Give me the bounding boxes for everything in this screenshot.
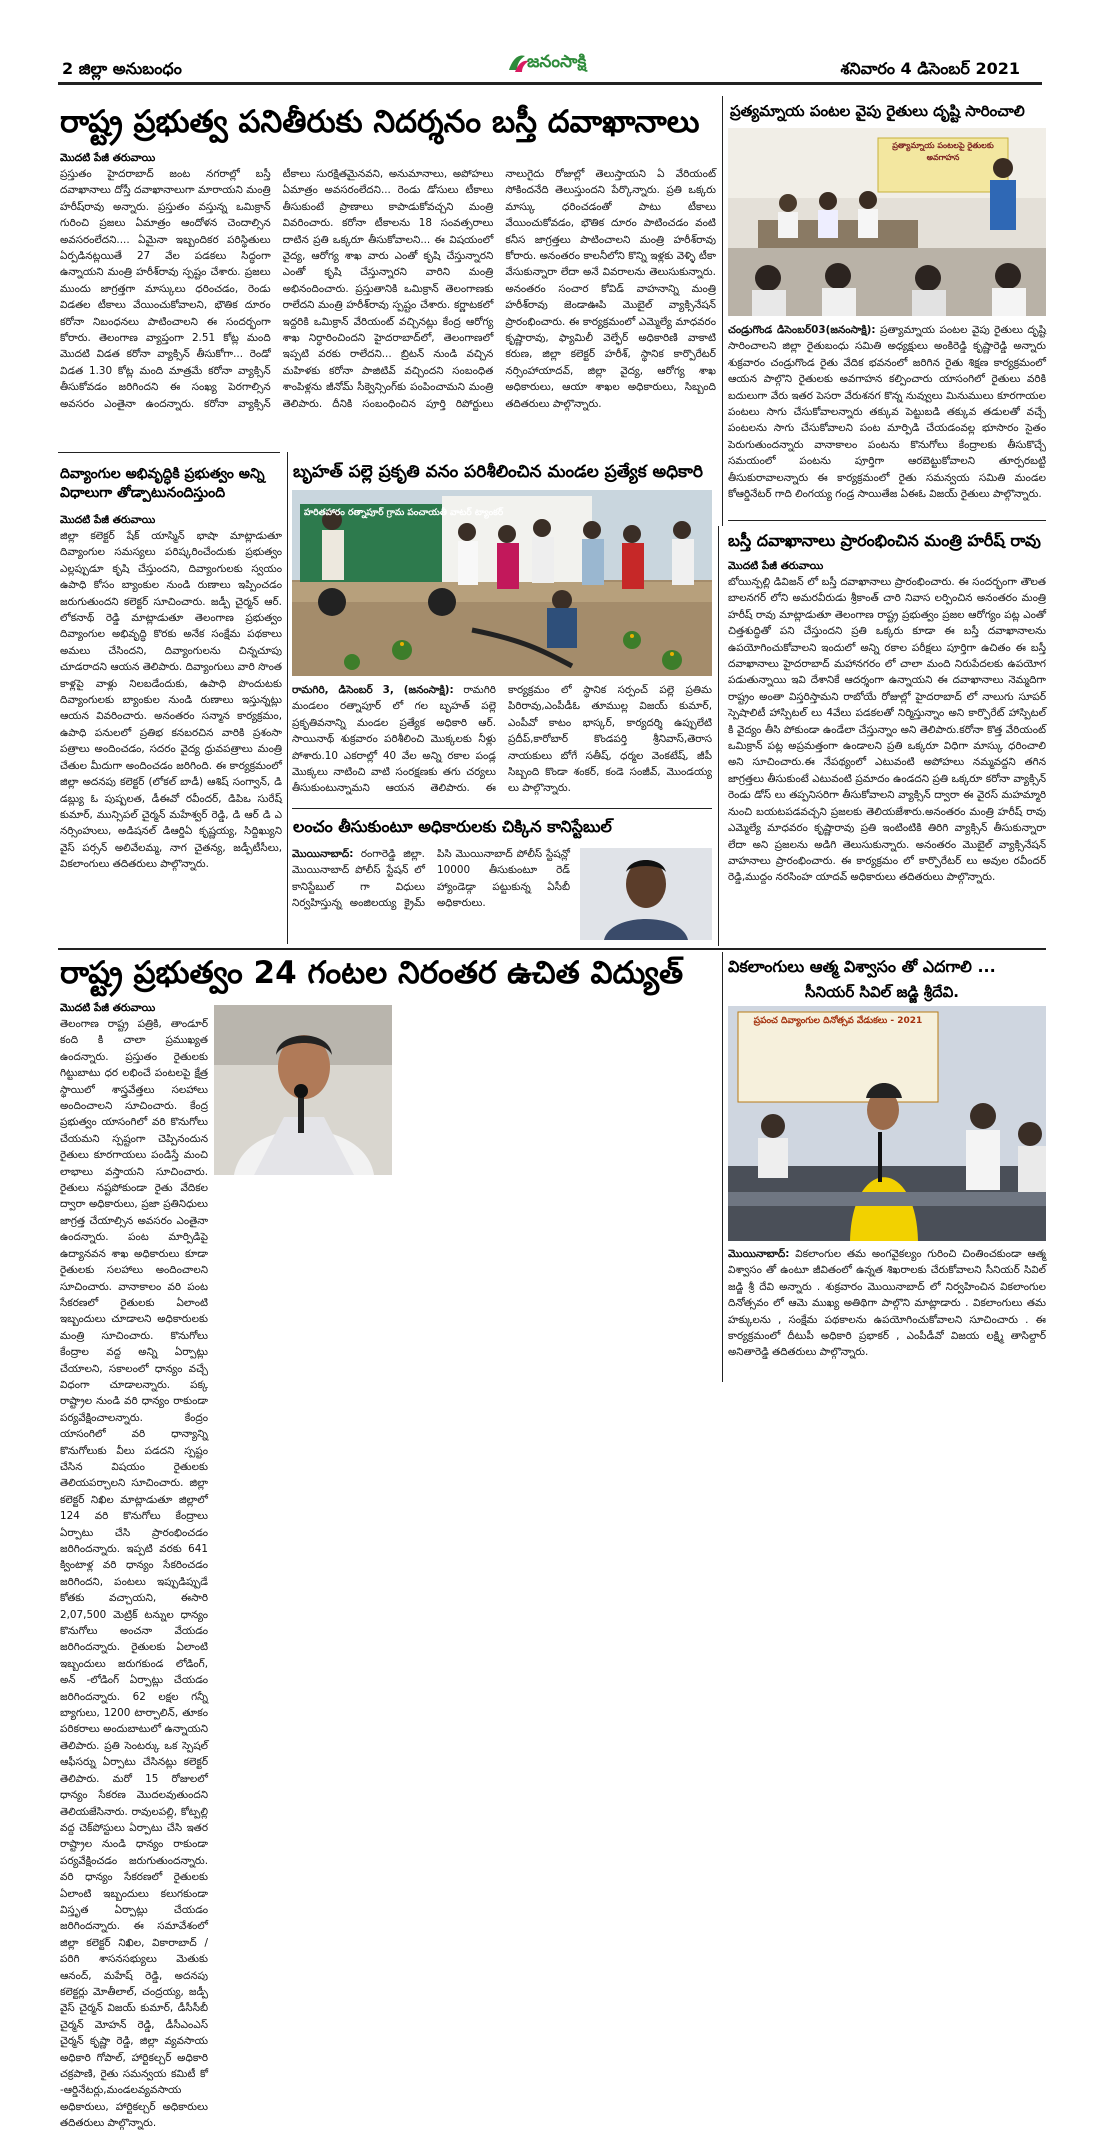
disabled-byline: మొదటి పేజీ తరువాయి: [60, 514, 156, 526]
crops-meeting-photo: [728, 128, 1046, 316]
forest-caption: [292, 682, 712, 802]
event-banner-text: ప్రపంచ దివ్యాంగుల దినోత్సవ వేడుకలు - 2021: [753, 1016, 923, 1026]
crops-caption-text: ప్రత్యామ్నాయ పంటల వైపు రైతులు దృష్టి సారించాలని జిల్లా రైతుబంధు సమితి అధ్యక్షులు అంకిరెడ్డి కృష్ణారెడ్డి అన్నారు శుక్రవారం చండ్రుగొండ రైతు వేదిక భవనంలో జరిగిన రైతు శిక్షణ కార్యక్రమంలో ఆయన పాల్గొని రైతులకు అవగాహన కల్పించారు యాసంగిలో రైతులు వరికి బదులుగా వేరు ఇతర పెసరా వేరుశనగ కొన్న నువ్వులు మినుములు కూరగాయల పంటలు సాగు చేసుకోవాలన్నారు తక్కువ పెట్టుబడి తక్కువ తడులతో వచ్చే పంటలను సాగు చేసుకోవాలని పంట మార్పిడి చేయడంవల్ల భూసారం సైతం పెరుగుతుందన్నారు వానాకాలం పంటను కొనుగోలు కేంద్రాలకు తీసుకొచ్చే సమయంలో పంటను పూర్తిగా ఆరబెట్టుకోవాలని తూర్పరబట్టి తీసుకురావాలన్నారు ఈ కార్యక్రమంలో రైతు సమన్వయ సమితి మండల కోఆర్డినేటర్ గాది లింగయ్య గండ్ర సాయితేజ ఏఈఓ విజయ్ రైతులు పాల్గొన్నారు.: [728, 324, 1047, 501]
forest-caption-text: రామగిరి మండలం రత్నాపూర్ లో గల బృహత్ పల్లె ప్రకృతివనాన్ని మండల ప్రత్యేక అధికారి ఆర్. సాయినాథ్ శుక్రవారం పరిశీలించి మొక్కలకు నీళ్లు పోశారు.10 ఎకరాల్లో 40 వేల అన్ని రకాల పండ్ల మొక్కలు నాటించి వాటి సంరక్షణకు తగు చర్యలు తీసుకుంటున్నామని ఆయన తెలిపారు. ఈ కార్యక్రమం లో స్థానిక సర్పంచ్ పల్లె ప్రతిమ పిరిరావు,ఎంపీడీఓ తూముల్ల విజయ్ కుమార్, ఎంపీవో కాటం భాస్కర్, కార్యదర్శి ఉప్పులేటి ప్రదీప్,కారోబార్ కొండపర్తి శ్రీనివాస్,తెరాస నాయకులు బోగే సతీష్, ధర్మల వెంకటేష్, జీపీ సిబ్బంది కొండా శంకర్, కండె సంజీవ్, మొండయ్య లు పాల్గొన్నారు.: [292, 684, 712, 795]
crops-caption: [728, 322, 1046, 508]
constable-headline: లంచం తీసుకుంటూ అధికారులకు చిక్కిన కానిస్టేబుల్: [293, 817, 612, 836]
electricity-byline: మొదటి పేజీ తరువాయి: [60, 1002, 156, 1014]
judge-event-photo: [728, 1006, 1046, 1241]
confidence-headline: వికలాంగులు ఆత్మ విశ్వాసం తో ఎదగాలి ...: [728, 957, 996, 976]
electricity-body-right: [394, 1016, 718, 1182]
page-label: 2 జిల్లా అనుబంధం: [62, 59, 182, 78]
basti-headline: బస్తీ దవాఖానాలు ప్రారంభించిన మంత్రి హరీష్ రావు: [728, 531, 1041, 550]
constable-body: [292, 846, 570, 942]
constable-text: రంగారెడ్డి జిల్లా. మొయినాబాద్ పోలీస్ స్టేషన్ లో కానిస్టేబుల్ గా విధులు నిర్వహిస్తున్న అంజిలయ్య క్రైమ్ పిసి మొయినాబాద్ పోలీస్ స్టేషన్లో 10000 తీసుకుంటూ రెడ్ హ్యాండెడ్గా పట్టుకున్న ఏసీబీ అధికారులు.: [292, 848, 570, 910]
truck-sign: హరితహారం రత్నాపూర్ గ్రామ పంచాయతీ వాటర్ ట్యాంకర్: [304, 508, 504, 518]
crops-caption-lead: చండ్రుగొండ డిసెంబర్03(జనంసాక్షి):: [728, 324, 876, 336]
forest-caption-lead: రామగిరి, డిసెంబర్ 3, (జనంసాక్షి):: [292, 684, 454, 696]
main-headline: రాష్ట్ర ప్రభుత్వ పనితీరుకు నిదర్శనం బస్తీ దవాఖానాలు: [60, 104, 700, 140]
electricity-body-col1: తెలంగాణ రాష్ట్ర పత్రికి, తాండూర్ కంది కి చాలా ప్రముఖ్యత ఉందన్నారు. ప్రస్తుతం రైతులకు గిట్టుబాటు ధర లభించే పంటలపై క్షేత్ర స్థాయిలో శాస్త్రవేత్తలు సలహాలు అందించాలని సూచించారు. కేంద్ర ప్రభుత్వం యాసంగిలో వరి కొనుగోలు చేయమని స్పష్టంగా చెప్పినందున రైతులు కూరగాయలు పండిస్తే మంచి లాభాలు వస్తాయని సూచించారు. రైతులు నష్టపోకుండా రైతు వేదికల ద్వారా అధికారులు, ప్రజా ప్రతినిధులు జాగ్రత్త చేయాల్సిన అవసరం ఎంతైనా ఉందన్నారు. పంట మార్పిడిపై ఉద్యానవన శాఖ అధికారులు కూడా రైతులకు సలహాలు అందించాలని సూచించారు. వానాకాలం వరి పంట సేకరణలో రైతులకు ఏలాంటి ఇబ్బందులు చూడాలని అధికారులకు మంత్రి సూచించారు. కొనుగోలు కేంద్రాల వద్ద అన్ని ఏర్పాట్లు చేయాలని, సకాలంలో ధాన్యం వచ్చే విధంగా చూడాలన్నారు. పక్క రాష్ట్రాల నుండి వరి ధాన్యం రాకుండా పర్యవేక్షించాలన్నారు. కేంద్రం యాసంగిలో వరి ధాన్యాన్ని కొనుగోలుకు వీలు పడదని స్పష్టం చేసిన విషయం రైతులకు తెలియపర్చాలని సూచించారు. జిల్లా కలెక్టర్ నిఖిల మాట్లాడుతూ జిల్లాలో 124 వరి కొనుగోలు కేంద్రాలు ఏర్పాటు చేసి ప్రారంభించడం జరిగిందన్నారు. ఇప్పటి వరకు 641 క్వింటాళ్ల వరి ధాన్యం సేకరించడం జరిగిందని, పంటలు ఇప్పుడిప్పుడే కోతకు వచ్చాయని, ఈసారి 2,07,500 మెట్రిక్ టన్నుల ధాన్యం కొనుగోలు అంచనా వేయడం జరిగిందన్నారు. రైతులకు ఏలాంటి ఇబ్బందులు జరుగకుండ లోడింగ్, అన్ -లోడింగ్ ఏర్పాట్లు చేయడం జరిగిందన్నారు. 62 లక్షల గన్నీ బ్యాగులు, 1200 టార్పాలిన్, తూకం పరికరాలు అందుబాటులో ఉన్నాయని తెలిపారు. ప్రతి సెంటర్కు ఒక స్పెషల్ ఆఫీసర్ను ఏర్పాటు చేసినట్లు కలెక్టర్ తెలిపారు. మరో 15 రోజులలో ధాన్యం సేకరణ మొదలవుతుందని తెలియజేసినారు. రావులపల్లి, కోట్పల్లి వద్ద చెక్‌పోస్టులు ఏర్పాటు చేసి ఇతర రాష్ట్రాల నుండి ధాన్యం రాకుండా పర్యవేక్షించడం జరుగుతుందన్నారు. వరి ధాన్యం సేకరణలో రైతులకు ఏలాంటి ఇబ్బందులు కలుగకుండా విస్తృత ఏర్పాట్లు చేయడం జరిగిందన్నారు. ఈ సమావేశంలో జిల్లా కలెక్టర్ నిఖిల, వికారాబాద్ / పరిగి శాసనసభ్యులు మెతుకు ఆనంద్, మహేష్ రెడ్డి, అదనపు కలెక్టర్లు మోతీలాల్, చంద్రయ్య, జడ్పీ వైస్ చైర్మన్ విజయ్ కుమార్, డీసీసీబీ చైర్మన్ మోహన్ రెడ్డి, డీసీఎంఎస్ చైర్మన్ కృష్ణా రెడ్డి, జిల్లా వ్యవసాయ అధికారి గోపాల్, హార్టికల్చర్ అధికారి చక్రపాణి, రైతు సమన్వయ కమిటీ కో -ఆర్డినేటర్లు,మండలవ్యవసాయ అధికారులు, హార్టికల్చర్ అధికారులు తదితరులు పాల్గొన్నారు.: [60, 1018, 208, 2130]
masthead-title: జనంసాక్షి: [527, 52, 587, 72]
confidence-subhead: సీనియర్ సివిల్ జడ్జి శ్రీదేవి.: [805, 983, 960, 1001]
column-rule: [722, 96, 723, 526]
basti-byline: మొదటి పేజీ తరువాయి: [728, 560, 824, 572]
confidence-caption-lead: మొయినాబాద్:: [728, 1248, 790, 1260]
column-rule-right: [718, 526, 719, 946]
basti-article-body: బోయిన్పల్లి డివిజన్ లో బస్తీ దవాఖానాలు ప్రారంభించారు. ఈ సందర్భంగా తౌలత బాలనగర్ లోని అమరవీరుడు శ్రీకాంత్ చారి నివాస లర్పించిన అనంతరం మంత్రి హరీష్ రావు మాట్లాడుతూ తెలంగాణ రాష్ట్ర ప్రభుత్వం ప్రజల ఆరోగ్యం పట్ల ఎంతో చిత్తశుద్ధితో పని చేస్తుందని ప్రతి ఒక్కరు కూడా ఈ బస్తీ దవాఖానాలను ఉపయోగించుకోవాలని ఇందులో అన్ని రకాల పరీక్షలు పూర్తిగా ఉచితం ఈ బస్తీ దవాఖానాలు హైదరాబాద్ మహానగరం లో చాలా మంది నిరుపేదలకు ఉపయోగ పడుతున్నాయి ఇవి దేశానికే ఆదర్శంగా ఉన్నాయని ఈ దవాఖానాలు నెమ్మదిగా రాష్ట్రం అంతా విస్తరిస్తామని రాబోయే రోజుల్లో హైదరాబాద్ లో నాలుగు సూపర్ స్పెషాలిటీ హాస్పిటల్ లు 4వేలు పడకలతో నిర్మిస్తున్నాం అని కార్పొరేట్ హాస్పిటల్ కి వైద్యం తీసి పోకుండా ఉండేలా చేస్తున్నాం అని తెలిపారు.కరోనా కొత్త వేరియంట్ ఒమిక్రాన్ పట్ల అప్రమత్తంగా ఉండాలని ప్రతి ఒక్కరూ విధిగా మాస్కు ధరించాలి అని సూచించారు.ఈ నేపథ్యంలో ఎటువంటి అపోహలు నమ్మవద్దని తగిన జాగ్రత్తలు తీసుకుంటే ఎటువంటి ప్రమాదం ఉండదని ప్రతి ఒక్కరూ కరోనా వ్యాక్సిన్ రెండు డోస్ లు తప్పనిసరిగా తీసుకోవాలని వ్యాక్సిన్ ద్వారా ఈ వైరస్ మహమ్మారి నుంచి బయటపడవచ్చని ప్రజలకు తెలియజేశారు.అనంతరం మంత్రి హరీష్ రావు ఎమ్మెల్యే మాధవరం కృష్ణారావు ప్రతి ఇంటింటికి తిరిగి వ్యాక్సిన్ తీసుకున్నారా లేదా అని ప్రజలను అడిగి తెలుసుకున్నారు. అనంతరం మొబైల్ వ్యాక్సినేషన్ వాహనాలు ప్రారంభించారు. ఈ కార్యక్రమం లో కార్పొరేటర్ లు అవుల రవీందర్ రెడ్డి,ముద్దం నరసింహ యాదవ్ అధికారులు తదితరులు పాల్గొన్నారు.: [728, 576, 1046, 884]
issue-date: శనివారం 4 డిసెంబర్ 2021: [840, 59, 1020, 78]
constable-photo: [580, 848, 712, 940]
crops-headline: ప్రత్యమ్నాయ పంటల వైపు రైతులు దృష్టి సారించాలి: [730, 102, 1025, 120]
constable-caption-lead: మొయినాబాద్:: [292, 848, 354, 860]
main-byline: మొదటి పేజీ తరువాయి: [60, 152, 156, 164]
forest-headline: బృహత్ పల్లె ప్రకృతి వనం పరిశీలించిన మండల ప్రత్యేక అధికారి: [293, 462, 703, 482]
section-rule-right: [728, 520, 1046, 521]
disabled-article-body: జిల్లా కలెక్టర్ షేక్ యాస్మిన్ భాషా మాట్లాడుతూ దివ్యాంగుల సమస్యలు పరిష్కరించేందుకు ప్రభుత్వం ఎల్లప్పుడూ కృషి చేస్తుందని, దివ్యాంగులకు స్వయం ఉపాధి కోసం బ్యాంకుల నుండి రుణాలు ఇప్పించడం జరుగుతుందని కలెక్టర్ సూచించారు. జడ్పీ చైర్మన్ ఆర్. లోకనాథ్ రెడ్డి మాట్లాడుతూ తెలంగాణ ప్రభుత్వం దివ్యాంగుల అభివృద్ధి కొరకు అనేక సంక్షేమ పథకాలు అమలు చేసిందని, దివ్యాంగులను చిన్నచూపు చూడరాదని ఆయన తెలిపారు. దివ్యాంగులు వారి సొంత కాళ్లపై వాళ్లు నిలబడేందుకు, ఉపాధి పొందుటకు దివ్యాంగులకు బ్యాంకుల నుండి రుణాలు ఇస్తున్నట్లు ఆయన వివరించారు. అనంతరం సన్మాన కార్యక్రమం, ఉపాధి పనులలో ప్రతిభ కనబరచిన వారికి ప్రశంసా పత్రాలు అందించడం, సదరం వైద్య ధ్రువపత్రాలు మంత్రి చేతుల మీదుగా అందించడం జరిగింది. ఈ కార్యక్రమంలో జిల్లా అదనపు కలెక్టర్ (లోకల్ బాడీ) ఆశిష్ సంగ్వాన్, డి డబ్ల్యు ఓ పుష్పలత, డీఈవో రవీందర్, డిపిఒ సురేష్ కుమార్, మున్సిపల్ చైర్మన్ మహేశ్వర్ రెడ్డి, డి ఆర్ డి ఎ నర్సింహులు, అడిషనల్ డిఆర్డిఏ కృష్ణయ్య, సిద్దిఖ్యుని వైస్ పర్సన్ అలివేలమ్మ, నాగ చైతన్య, జడ్పీటీసీలు, వికలాంగులు తదితరులు పాల్గొన్నారు.: [60, 530, 282, 871]
masthead-logo: [505, 48, 600, 78]
main-article-body: ప్రస్తుతం హైదరాబాద్ జంట నగరాల్లో బస్తీ దవాఖానాలు దోస్తీ దవాఖానాలుగా మారాయని మంత్రి హరీష్‌రావు అన్నారు. ప్రస్తుతం వస్తున్న ఒమిక్రాన్ గురించి ప్రజలు ఏమాత్రం ఆందోళన చెందాల్సిన అవసరంలేదని.... ఏమైనా ఇబ్బందికర పరిస్థితులు ఏర్పడినట్లయితే 27 వేల పడకలు సిద్ధంగా ఉన్నాయని మంత్రి హరీశ్‌రావు స్పష్టం చేశారు. ప్రజలు ముందు జాగ్రత్తగా మాస్కులు ధరించడం, రెండు విడతల టీకాలు వేయించుకోవాలని, భౌతిక దూరం కరోనా నిబంధనలు పాటించాలని ఈ సందర్భంగా కోరారు. తెలంగాణ వ్యాప్తంగా 2.51 కోట్ల మంది మొదటి విడత కరోనా వ్యాక్సిన్ తీసుకోగా... రెండో విడత 1.30 కోట్ల మంది మాత్రమే కరోనా వ్యాక్సిన్ తీసుకోవడం జరిగిందని ఈ సంఖ్య పెరగాల్సిన అవసరం ఎంతైనా ఉందన్నారు. కరోనా వ్యాక్సిన్ టీకాలు సురక్షితమైనవని, అనుమానాలు, అపోహలు ఏమాత్రం అవసరంలేదని... రెండు డోసులు టీకాలు తీసుకుంటే ప్రాణాలు కాపాడుకోవచ్చని మంత్రి వివరించారు. కరోనా టీకాలను 18 సంవత్సరాలు దాటిన ప్రతి ఒక్కరూ తీసుకోవాలని... ఈ విషయంలో వైద్య, ఆరోగ్య శాఖ వారు ఎంతో కృషి చేస్తున్నారని ఎంతో కృషి చేస్తున్నారని వారిని మంత్రి అభినందించారు. ప్రస్తుతానికి ఒమిక్రాన్ తెలంగాణకు రాలేదని మంత్రి హరీశ్‌రావు స్పష్టం చేశారు. కర్ణాటకలో ఇద్దరికి ఒమిక్రాన్ వేరియంట్ వచ్చినట్లు కేంద్ర ఆరోగ్య శాఖ నిర్ధారించిందని హైదరాబాద్‌లో, తెలంగాణలో ఇప్పటి వరకు రాలేదని... బ్రిటన్ నుండి వచ్చిన మహిళకు కరోనా పాజిటివ్ వచ్చిందని సంబంధిత శాంపిళ్లను జీనోమ్ సీక్వెన్సింగ్‌కు పంపించామని మంత్రి తెలిపారు. దీనికి సంబంధించిన పూర్తి రిపోర్టులు నాలుగైదు రోజుల్లో తెలుస్తాయని ఏ వేరియంట్ సోకిందనేది తెలుస్తుందని పేర్కొన్నారు. ప్రతి ఒక్కరు మాస్కు ధరించడంతో పాటు టీకాలు వేయించుకోవడం, భౌతిక దూరం పాటించడం వంటి కనీస జాగ్రత్తలు పాటించాలని మంత్రి హరీశ్‌రావు కోరారు. అనంతరం కాలనీలోని కొన్ని ఇళ్లకు వెళ్ళి టీకా వేసుకున్నారా లేదా అనే వివరాలను తెలుసుకున్నారు. అనంతరం సంచార కోవిడ్ వాహనాన్ని మంత్రి హరీశ్‌రావు జెండాఊపి మొబైల్ వ్యాక్సినేషన్ ప్రారంభించారు. ఈ కార్యక్రమంలో ఎమ్మెల్యే మాధవరం కృష్ణారావు, ఫ్యామిలీ వెల్ఫేర్ అధికారిణి వాకాటి కరుణ, జిల్లా కలెక్టర్ హరీశ్, స్థానిక కార్పొరేటర్ నర్సింహాయాదవ్, జిల్లా వైద్య, ఆరోగ్య శాఖ అధికారులు, ఆయా శాఖల అధికారులు, సిబ్బంది తదితరులు పాల్గొన్నారు.: [60, 168, 716, 410]
section-rule: [58, 452, 280, 453]
electricity-body-more: [216, 1180, 718, 1382]
disabled-headline: దివ్యాంగుల అభివృద్ధికి ప్రభుత్వం అన్ని విధాలుగా తోడ్పాటునందిస్తుంది: [60, 466, 265, 501]
column-rule-left: [287, 452, 288, 944]
header-rule: [58, 82, 1042, 85]
confidence-caption-text: వికలాంగుల తమ అంగవైకల్యం గురించి చింతించకుండా ఆత్మ విశ్వాసం తో ఉంటూ జీవితంలో ఉన్నత శిఖరాలకు చేరుకోవాలని సీనియర్ సివిల్ జడ్జి శ్రీ దేవి అన్నారు . శుక్రవారం మొయినాబాద్ లో నిర్వహించిన వికలాంగుల దినోత్సవం లో ఆమె ముఖ్య అతిథిగా పాల్గొని మాట్లాడారు . వికలాంగులు తమ హక్కులను , సంక్షేమ పథకాలను ఉపయోగించుకోవాలని సూచించారు . ఈ కార్యక్రమంలో దీటుపీ అధికారి ప్రభాకర్ , ఎంపీడీవో విజయ లక్ష్మి తాసిల్దార్ అనితారెడ్డి తదితరులు పాల్గొన్నారు.: [728, 1248, 1046, 1359]
section-rule-center: [292, 808, 712, 809]
minister-photo: [214, 1005, 392, 1175]
forest-visit-photo: [292, 490, 712, 676]
crops-banner-text: ప్రత్యామ్నాయ పంటలపై రైతులకు అవగాహన: [892, 141, 994, 162]
electricity-headline: రాష్ట్ర ప్రభుత్వం 24 గంటల నిరంతర ఉచిత విద్యుత్: [60, 955, 684, 991]
lower-section-rule: [58, 948, 1046, 950]
confidence-caption: [728, 1246, 1046, 1382]
column-rule-bottom: [722, 952, 723, 1382]
